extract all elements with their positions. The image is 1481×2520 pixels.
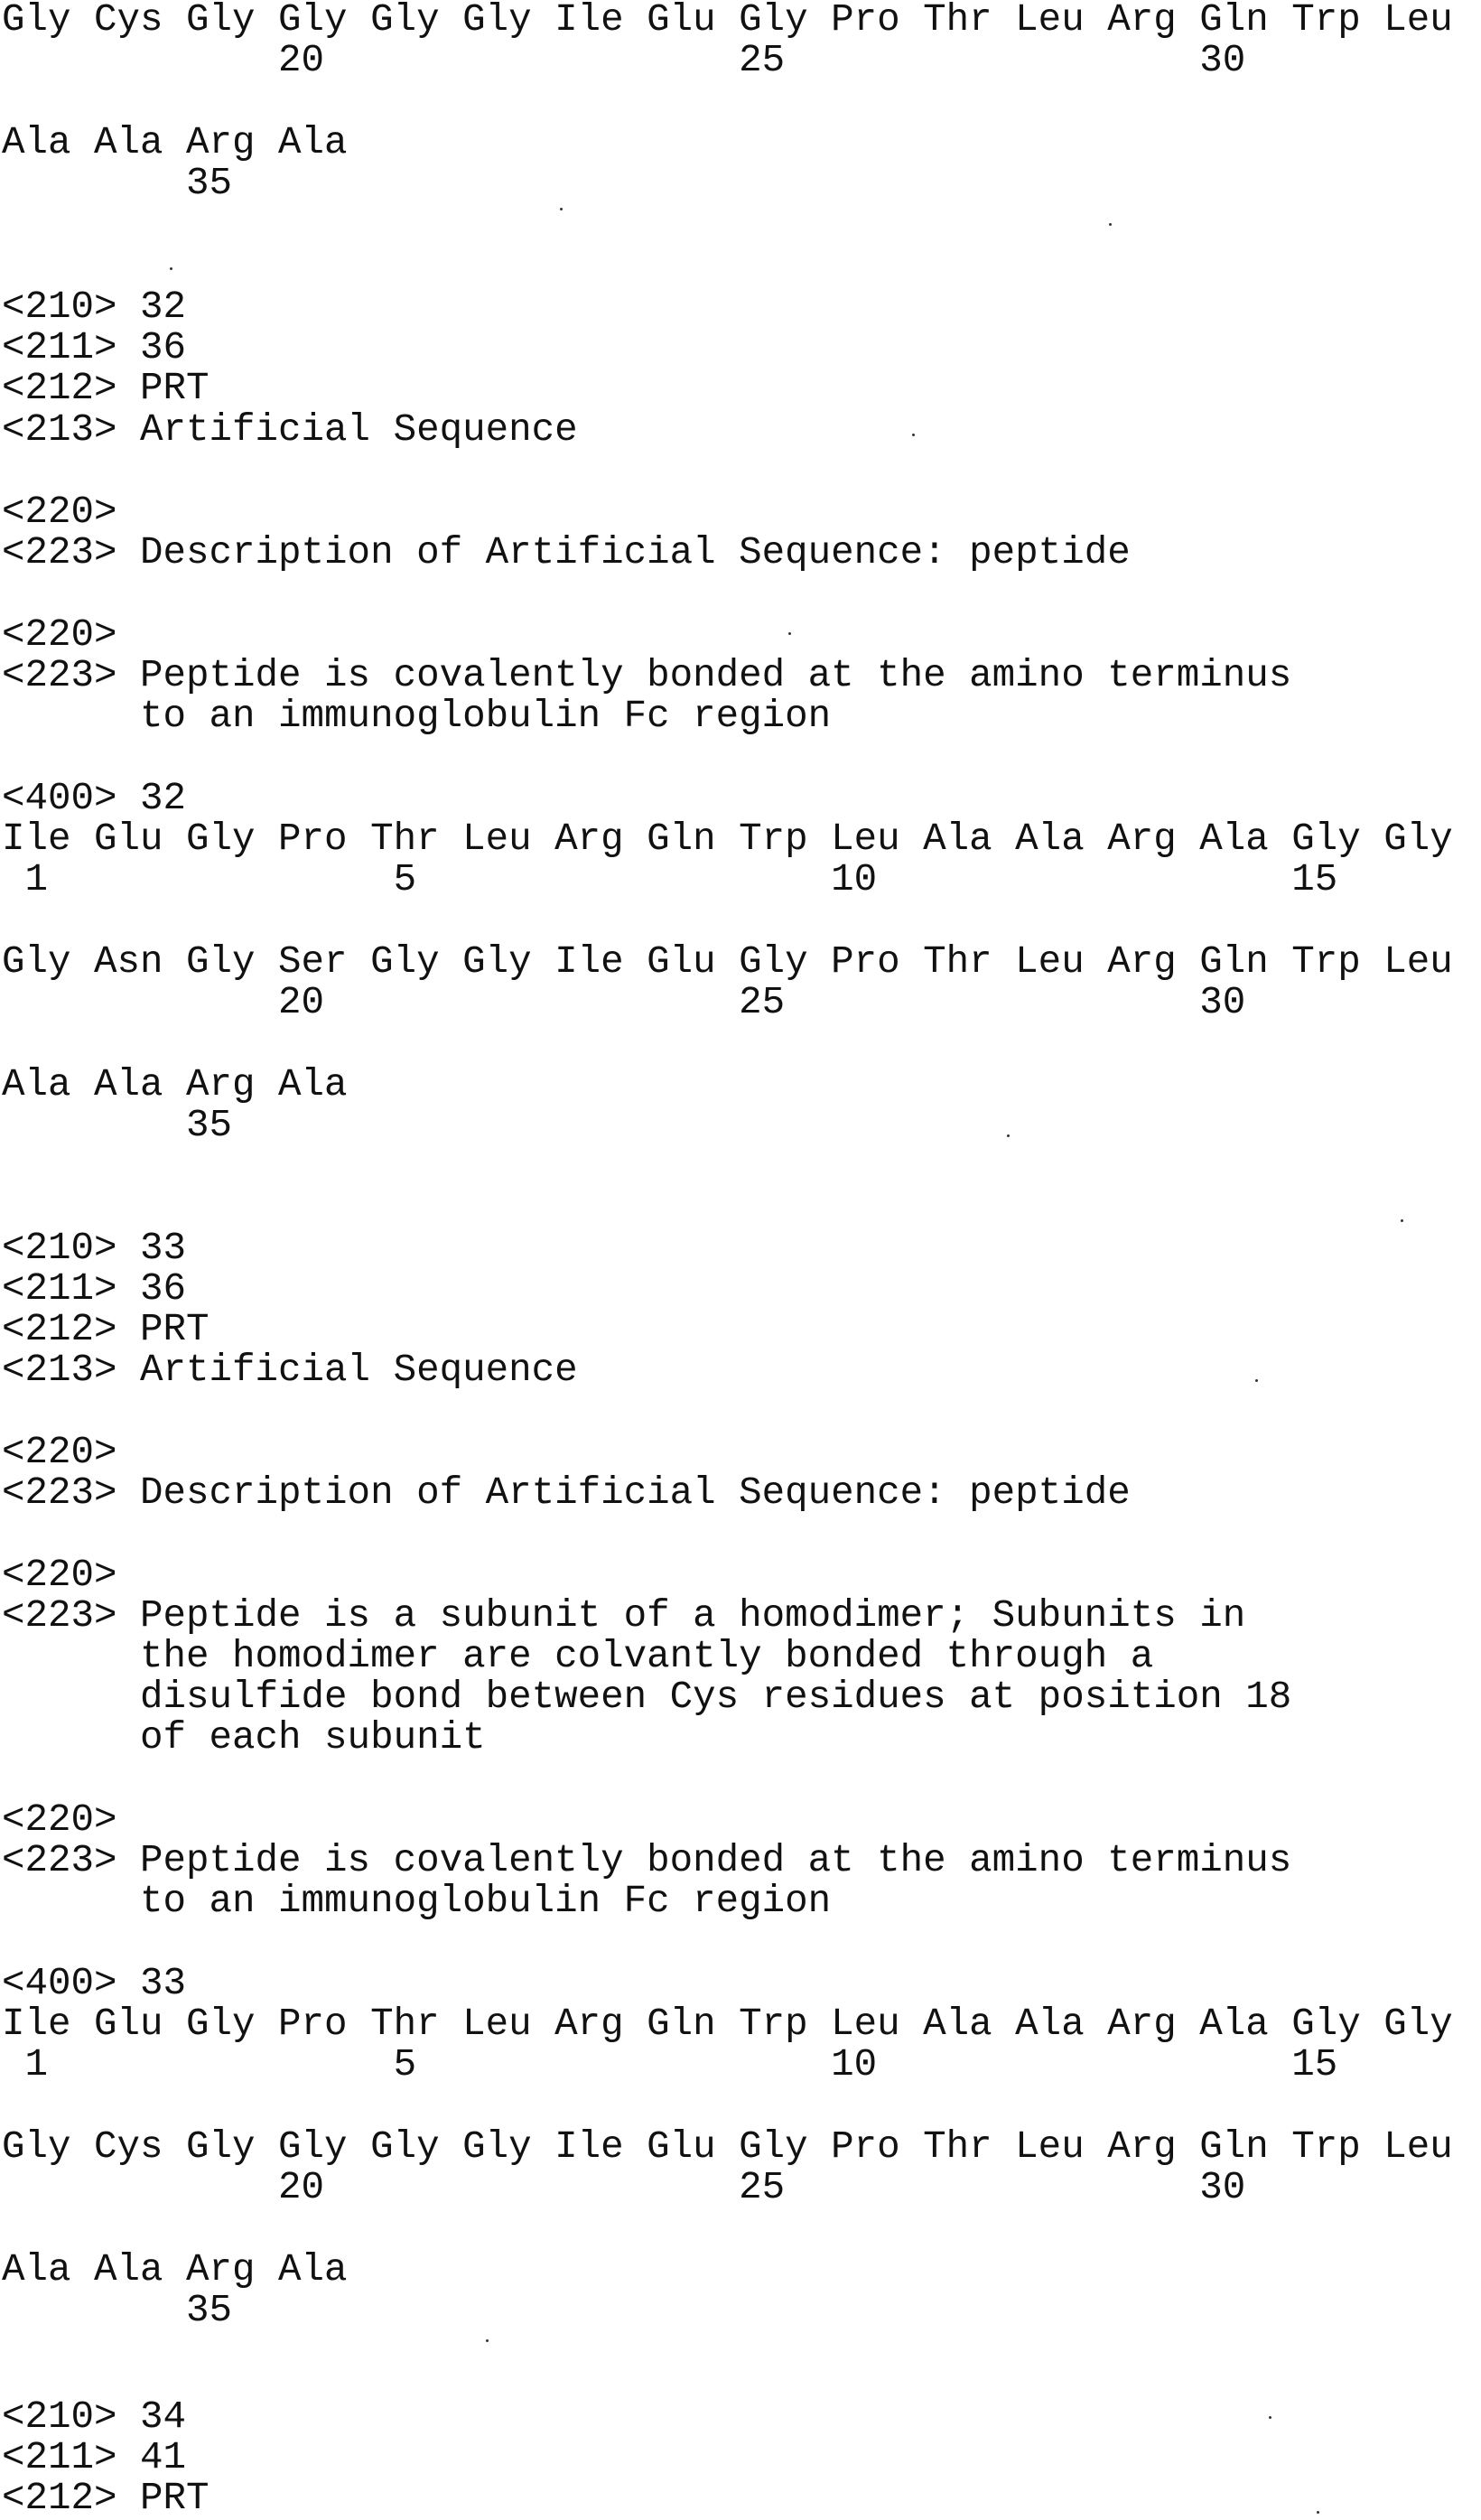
scan-artifact [1269,2416,1271,2419]
feature-description: of each subunit [2,1716,486,1759]
feature-tag: <220> [2,490,117,534]
feature-description: to an immunoglobulin Fc region [2,1880,832,1923]
feature-description: <223> Description of Artificial Sequence: peptide [2,531,1131,574]
sequence-position-numbers: 35 [2,162,233,205]
feature-description: <223> Peptide is covalently bonded at the amino terminus [2,654,1292,697]
seq-id-line: <210> 32 [2,285,187,329]
sequence-residues-row: Gly Asn Gly Ser Gly Gly Ile Glu Gly Pro Thr Leu Arg Gln Trp Leu [2,940,1453,984]
sequence-position-numbers: 35 [2,2289,233,2332]
scan-artifact [1109,223,1112,226]
scan-artifact [1007,1134,1010,1137]
sequence-residues-row: Ile Glu Gly Pro Thr Leu Arg Gln Trp Leu Ala Ala Arg Ala Gly Gly [2,2002,1453,2046]
scan-artifact [1255,1379,1258,1382]
seq-id-line: <210> 33 [2,1227,187,1270]
feature-description: disulfide bond between Cys residues at position 18 [2,1675,1292,1719]
scan-artifact [1401,1219,1403,1222]
sequence-position-numbers: 20 25 30 [2,2166,1246,2209]
feature-description: to an immunoglobulin Fc region [2,695,832,738]
sequence-position-numbers: 20 25 30 [2,981,1246,1024]
scan-artifact [788,632,791,635]
sequence-residues-row: Ile Glu Gly Pro Thr Leu Arg Gln Trp Leu Ala Ala Arg Ala Gly Gly [2,817,1453,861]
sequence-residues-row: Ala Ala Arg Ala [2,121,348,164]
seq-type-line: <212> PRT [2,2477,210,2520]
seq-organism-line: <213> Artificial Sequence [2,1349,578,1392]
seq-length-line: <211> 41 [2,2436,187,2479]
sequence-residues-row: Gly Cys Gly Gly Gly Gly Ile Glu Gly Pro Thr Leu Arg Gln Trp Leu [2,0,1453,42]
feature-tag: <220> [2,1554,117,1597]
feature-description: <223> Description of Artificial Sequence: peptide [2,1471,1131,1515]
sequence-position-numbers: 35 [2,1104,233,1147]
sequence-position-numbers: 1 5 10 15 [2,2043,1338,2086]
seq-organism-line: <213> Artificial Sequence [2,408,578,452]
feature-tag: <220> [2,613,117,657]
sequence-position-numbers: 20 25 30 [2,39,1246,82]
seq-length-line: <211> 36 [2,1267,187,1311]
scan-artifact [560,208,563,210]
feature-description: <223> Peptide is covalently bonded at the amino terminus [2,1839,1292,1882]
scan-artifact [170,267,172,270]
scan-artifact [486,2339,489,2342]
sequence-residues-row: Ala Ala Arg Ala [2,2248,348,2291]
feature-description: the homodimer are colvantly bonded through a [2,1635,1154,1678]
sequence-header: <400> 33 [2,1962,187,2005]
scan-artifact [912,434,915,436]
sequence-header: <400> 32 [2,777,187,820]
feature-tag: <220> [2,1798,117,1842]
seq-length-line: <211> 36 [2,326,187,369]
feature-description: <223> Peptide is a subunit of a homodimer; Subunits in [2,1594,1246,1638]
feature-tag: <220> [2,1431,117,1474]
seq-type-line: <212> PRT [2,367,210,410]
sequence-residues-row: Ala Ala Arg Ala [2,1063,348,1106]
seq-type-line: <212> PRT [2,1308,210,1351]
sequence-residues-row: Gly Cys Gly Gly Gly Gly Ile Glu Gly Pro Thr Leu Arg Gln Trp Leu [2,2125,1453,2169]
seq-id-line: <210> 34 [2,2395,187,2439]
sequence-position-numbers: 1 5 10 15 [2,858,1338,901]
